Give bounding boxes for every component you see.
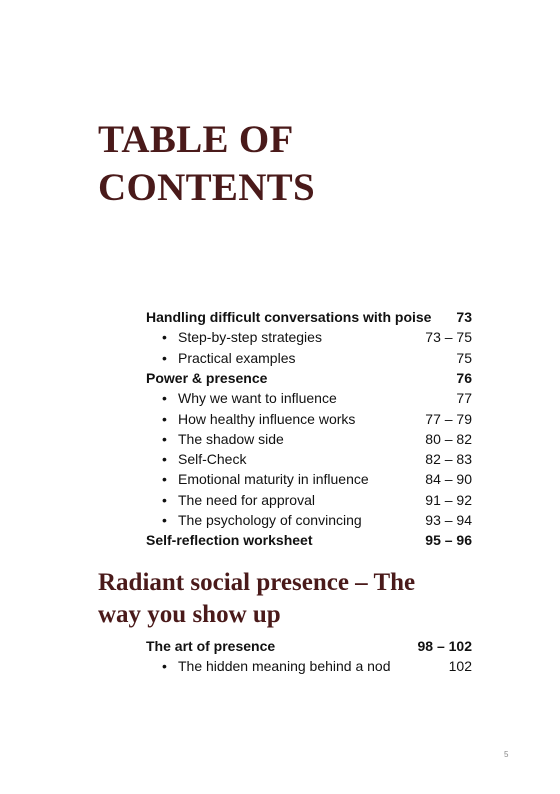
toc-entry — [146, 530, 472, 550]
toc-subentry — [162, 469, 472, 489]
toc-subentry — [162, 449, 472, 469]
toc-entry-label: The psychology of convincing — [178, 512, 362, 528]
toc-entry-label: The shadow side — [178, 430, 284, 447]
bullet-icon: • — [162, 471, 167, 488]
bullet-icon: • — [162, 451, 167, 468]
toc-subentry — [162, 490, 472, 510]
bullet-icon: • — [162, 349, 167, 366]
bullet-icon: • — [162, 658, 167, 675]
toc-entry-label: The hidden meaning behind a nod — [178, 658, 391, 675]
toc-entry-pages: 73 – 75 — [425, 329, 472, 346]
toc-entry-label: Handling difficult conversations with poise — [146, 309, 432, 325]
toc-entry-pages: 77 – 79 — [425, 410, 472, 427]
page-title — [98, 116, 315, 212]
toc-subentry — [162, 656, 472, 676]
toc-entry-pages: 82 – 83 — [425, 451, 472, 468]
bullet-icon: • — [162, 390, 167, 407]
toc-entry-pages: 80 – 82 — [425, 430, 472, 447]
toc-entry-pages: 84 – 90 — [425, 471, 472, 488]
toc-entry-label: The art of presence — [146, 638, 276, 654]
toc-subentry — [162, 327, 472, 347]
section-title-line-2: way you show up — [98, 601, 281, 628]
toc-entry-pages: 95 – 96 — [425, 532, 472, 549]
toc-entry-label: How healthy influence works — [178, 410, 356, 427]
bullet-icon: • — [162, 512, 167, 528]
toc-subentry — [162, 409, 472, 429]
toc-entry-pages: 73 — [456, 309, 472, 325]
title-line-2: CONTENTS — [98, 166, 315, 209]
section-title — [98, 567, 415, 631]
toc-entry-label: Emotional maturity in influence — [178, 471, 369, 488]
toc-entry-pages: 75 — [456, 349, 472, 366]
toc-entry-pages: 98 – 102 — [417, 638, 472, 654]
page-number: 5 — [504, 750, 509, 759]
bullet-icon: • — [162, 430, 167, 447]
toc-entry-pages: 102 — [448, 658, 472, 675]
bullet-icon: • — [162, 491, 167, 508]
toc-subentry — [162, 510, 472, 530]
toc-entry — [146, 636, 472, 656]
title-line-1: TABLE OF — [98, 118, 294, 161]
toc-entry-label: Self-reflection worksheet — [146, 532, 313, 549]
toc-entry-label: Power & presence — [146, 369, 268, 386]
toc-subentry — [162, 348, 472, 368]
toc-subentry — [162, 429, 472, 449]
bullet-icon: • — [162, 329, 167, 346]
bullet-icon: • — [162, 410, 167, 427]
toc-entry-label: Why we want to influence — [178, 390, 337, 407]
toc-entry-pages: 93 – 94 — [425, 512, 472, 528]
toc-entry-pages: 91 – 92 — [425, 491, 472, 508]
toc-entry-pages: 77 — [456, 390, 472, 407]
toc-entry-pages: 76 — [456, 369, 472, 386]
toc-entry-label: Practical examples — [178, 349, 296, 366]
toc-entry — [146, 368, 472, 388]
toc-entry-label: Self-Check — [178, 451, 247, 468]
section-title-line-1: Radiant social presence – The — [98, 569, 416, 596]
toc-entry-label: The need for approval — [178, 491, 315, 508]
toc-entry-label: Step-by-step strategies — [178, 329, 322, 346]
toc-subentry — [162, 388, 472, 408]
toc-entry — [146, 307, 472, 327]
